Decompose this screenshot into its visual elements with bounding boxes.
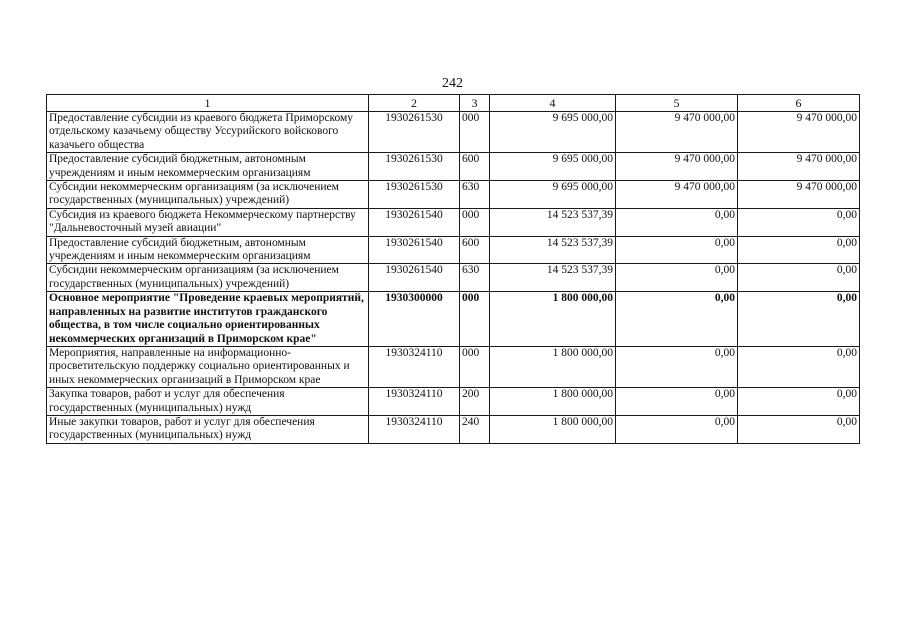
row-amount-col5-cell: 0,00 (616, 208, 738, 236)
table-row (47, 153, 860, 181)
row-amount-col4-cell: 1 800 000,00 (490, 292, 616, 347)
row-expense-type-cell: 240 (460, 415, 490, 443)
row-amount-col4-cell: 14 523 537,39 (490, 236, 616, 264)
row-code-cell: 1930261540 (369, 264, 460, 292)
row-name-cell: Предоставление субсидий бюджетным, автономным учреждениям и иным некоммерческим организациям (47, 153, 369, 181)
table-body (47, 112, 860, 444)
row-amount-col4-cell: 14 523 537,39 (490, 264, 616, 292)
row-amount-col5-cell: 0,00 (616, 292, 738, 347)
row-amount-col6-cell: 0,00 (738, 292, 860, 347)
table-row (47, 208, 860, 236)
row-amount-col6-cell: 0,00 (738, 415, 860, 443)
row-amount-col6-cell: 0,00 (738, 236, 860, 264)
table-row (47, 346, 860, 387)
column-header: 5 (616, 95, 738, 112)
row-expense-type-cell: 630 (460, 264, 490, 292)
row-name-cell: Субсидии некоммерческим организациям (за исключением государственных (муниципальных) учреждений) (47, 264, 369, 292)
row-name-cell: Основное мероприятие "Проведение краевых мероприятий, направленных на развитие институтов гражданского общества, в том числе социально ориентированных некоммерческих организаций в Приморском крае" (47, 292, 369, 347)
row-amount-col5-cell: 0,00 (616, 415, 738, 443)
table-row (47, 181, 860, 209)
row-code-cell: 1930324110 (369, 388, 460, 416)
row-code-cell: 1930261540 (369, 236, 460, 264)
row-amount-col6-cell: 0,00 (738, 388, 860, 416)
row-name-cell: Субсидии некоммерческим организациям (за исключением государственных (муниципальных) учреждений) (47, 181, 369, 209)
row-code-cell: 1930324110 (369, 415, 460, 443)
page-number: 242 (442, 76, 463, 91)
row-amount-col6-cell: 9 470 000,00 (738, 112, 860, 153)
column-header: 2 (369, 95, 460, 112)
table-row (47, 415, 860, 443)
row-amount-col6-cell: 0,00 (738, 264, 860, 292)
row-expense-type-cell: 000 (460, 346, 490, 387)
row-amount-col5-cell: 9 470 000,00 (616, 181, 738, 209)
row-amount-col5-cell: 0,00 (616, 346, 738, 387)
row-amount-col4-cell: 1 800 000,00 (490, 346, 616, 387)
row-amount-col6-cell: 0,00 (738, 346, 860, 387)
row-amount-col5-cell: 0,00 (616, 388, 738, 416)
row-code-cell: 1930261530 (369, 112, 460, 153)
row-amount-col6-cell: 9 470 000,00 (738, 181, 860, 209)
row-amount-col4-cell: 14 523 537,39 (490, 208, 616, 236)
budget-table (46, 94, 860, 444)
row-amount-col5-cell: 0,00 (616, 236, 738, 264)
table-row (47, 112, 860, 153)
row-name-cell: Предоставление субсидии из краевого бюджета Приморскому отдельскому казачьему обществу Уссурийского войскового казачьего общества (47, 112, 369, 153)
table-row (47, 236, 860, 264)
column-header: 3 (460, 95, 490, 112)
row-expense-type-cell: 000 (460, 292, 490, 347)
row-amount-col4-cell: 1 800 000,00 (490, 388, 616, 416)
row-code-cell: 1930261530 (369, 153, 460, 181)
row-amount-col4-cell: 9 695 000,00 (490, 181, 616, 209)
row-amount-col6-cell: 0,00 (738, 208, 860, 236)
table-row (47, 388, 860, 416)
row-expense-type-cell: 000 (460, 112, 490, 153)
row-code-cell: 1930324110 (369, 346, 460, 387)
row-name-cell: Мероприятия, направленные на информационно-просветительскую поддержку социально ориентированных и иных некоммерческих организаций в Приморском крае (47, 346, 369, 387)
row-expense-type-cell: 630 (460, 181, 490, 209)
row-name-cell: Иные закупки товаров, работ и услуг для обеспечения государственных (муниципальных) нужд (47, 415, 369, 443)
column-header: 4 (490, 95, 616, 112)
row-amount-col5-cell: 0,00 (616, 264, 738, 292)
table-row (47, 264, 860, 292)
row-amount-col6-cell: 9 470 000,00 (738, 153, 860, 181)
row-amount-col4-cell: 9 695 000,00 (490, 112, 616, 153)
table-header-row (47, 95, 860, 112)
row-amount-col4-cell: 1 800 000,00 (490, 415, 616, 443)
column-header: 1 (47, 95, 369, 112)
row-name-cell: Закупка товаров, работ и услуг для обеспечения государственных (муниципальных) нужд (47, 388, 369, 416)
column-header: 6 (738, 95, 860, 112)
row-code-cell: 1930261540 (369, 208, 460, 236)
row-expense-type-cell: 600 (460, 153, 490, 181)
row-amount-col5-cell: 9 470 000,00 (616, 112, 738, 153)
row-code-cell: 1930261530 (369, 181, 460, 209)
table-row (47, 292, 860, 347)
row-amount-col5-cell: 9 470 000,00 (616, 153, 738, 181)
row-name-cell: Предоставление субсидий бюджетным, автономным учреждениям и иным некоммерческим организациям (47, 236, 369, 264)
row-expense-type-cell: 200 (460, 388, 490, 416)
row-code-cell: 1930300000 (369, 292, 460, 347)
row-expense-type-cell: 000 (460, 208, 490, 236)
row-amount-col4-cell: 9 695 000,00 (490, 153, 616, 181)
row-expense-type-cell: 600 (460, 236, 490, 264)
row-name-cell: Субсидия из краевого бюджета Некоммерческому партнерству "Дальневосточный музей авиации" (47, 208, 369, 236)
